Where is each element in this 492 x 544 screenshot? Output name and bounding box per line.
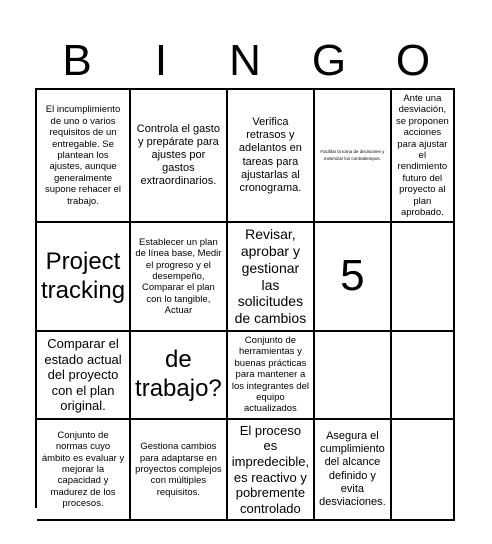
bingo-cell-r4c5[interactable] — [392, 420, 455, 522]
bingo-cell-r4c2[interactable]: Gestiona cambios para adaptarse en proyectos complejos con múltiples requisitos. — [131, 420, 228, 522]
bingo-cell-r3c2[interactable]: de trabajo? — [131, 332, 228, 420]
bingo-cell-r1c3[interactable]: Verifica retrasos y adelantos en tareas para ajustarlas al cronograma. — [228, 90, 315, 223]
bingo-cell-r2c2[interactable]: Establecer un plan de línea base, Medir el progreso y el desempeño, Comparar el plan con lo tangible, Actuar — [131, 223, 228, 332]
bingo-cell-r1c5[interactable]: Ante una desviación, se proponen acciones para ajustar el rendimiento futuro del proyecto al plan aprobado. — [392, 90, 455, 223]
bingo-cell-r3c3[interactable]: Conjunto de herramientas y buenas prácticas para mantener a los integrantes del equipo actualizados — [228, 332, 315, 420]
bingo-cell-r3c1[interactable]: Comparar el estado actual del proyecto con el plan original. — [37, 332, 131, 420]
header-letter-g: G — [311, 36, 347, 85]
header-letter-i: I — [154, 36, 168, 85]
bingo-cell-r4c3[interactable]: El proceso es impredecible, es reactivo y pobremente controlado — [228, 420, 315, 522]
header-letter-n: N — [229, 36, 261, 85]
bingo-cell-r4c1[interactable]: Conjunto de normas cuyo ámbito es evaluar y mejorar la capacidad y madurez de los procesos. — [37, 420, 131, 522]
bingo-cell-r2c1[interactable]: Project tracking — [37, 223, 131, 332]
header-letter-o: O — [395, 36, 431, 85]
bingo-cell-r2c5[interactable] — [392, 223, 455, 332]
bingo-cell-r3c5[interactable] — [392, 332, 455, 420]
header-letter-b: B — [62, 36, 92, 85]
bingo-cell-r2c4[interactable]: 5 — [315, 223, 392, 332]
bingo-cell-r1c2[interactable]: Controla el gasto y prepárate para ajustes por gastos extraordinarios. — [131, 90, 228, 223]
bingo-cell-r4c4[interactable]: Asegura el cumplimiento del alcance definido y evita desviaciones. — [315, 420, 392, 522]
bingo-cell-r3c4[interactable] — [315, 332, 392, 420]
bingo-card-grid — [35, 88, 455, 516]
bingo-cell-r2c3[interactable]: Revisar, aprobar y gestionar las solicitudes de cambios — [228, 223, 315, 332]
bingo-cell-r1c4[interactable]: Facilitar la toma de decisiones y minimizar los contratiempos. — [315, 90, 392, 223]
bingo-cell-r1c1[interactable]: El incumplimiento de uno o varios requisitos de un entregable. Se plantean los ajustes, aunque generalmente supone rehacer el trabajo. — [37, 90, 131, 223]
bingo-header — [35, 34, 455, 88]
